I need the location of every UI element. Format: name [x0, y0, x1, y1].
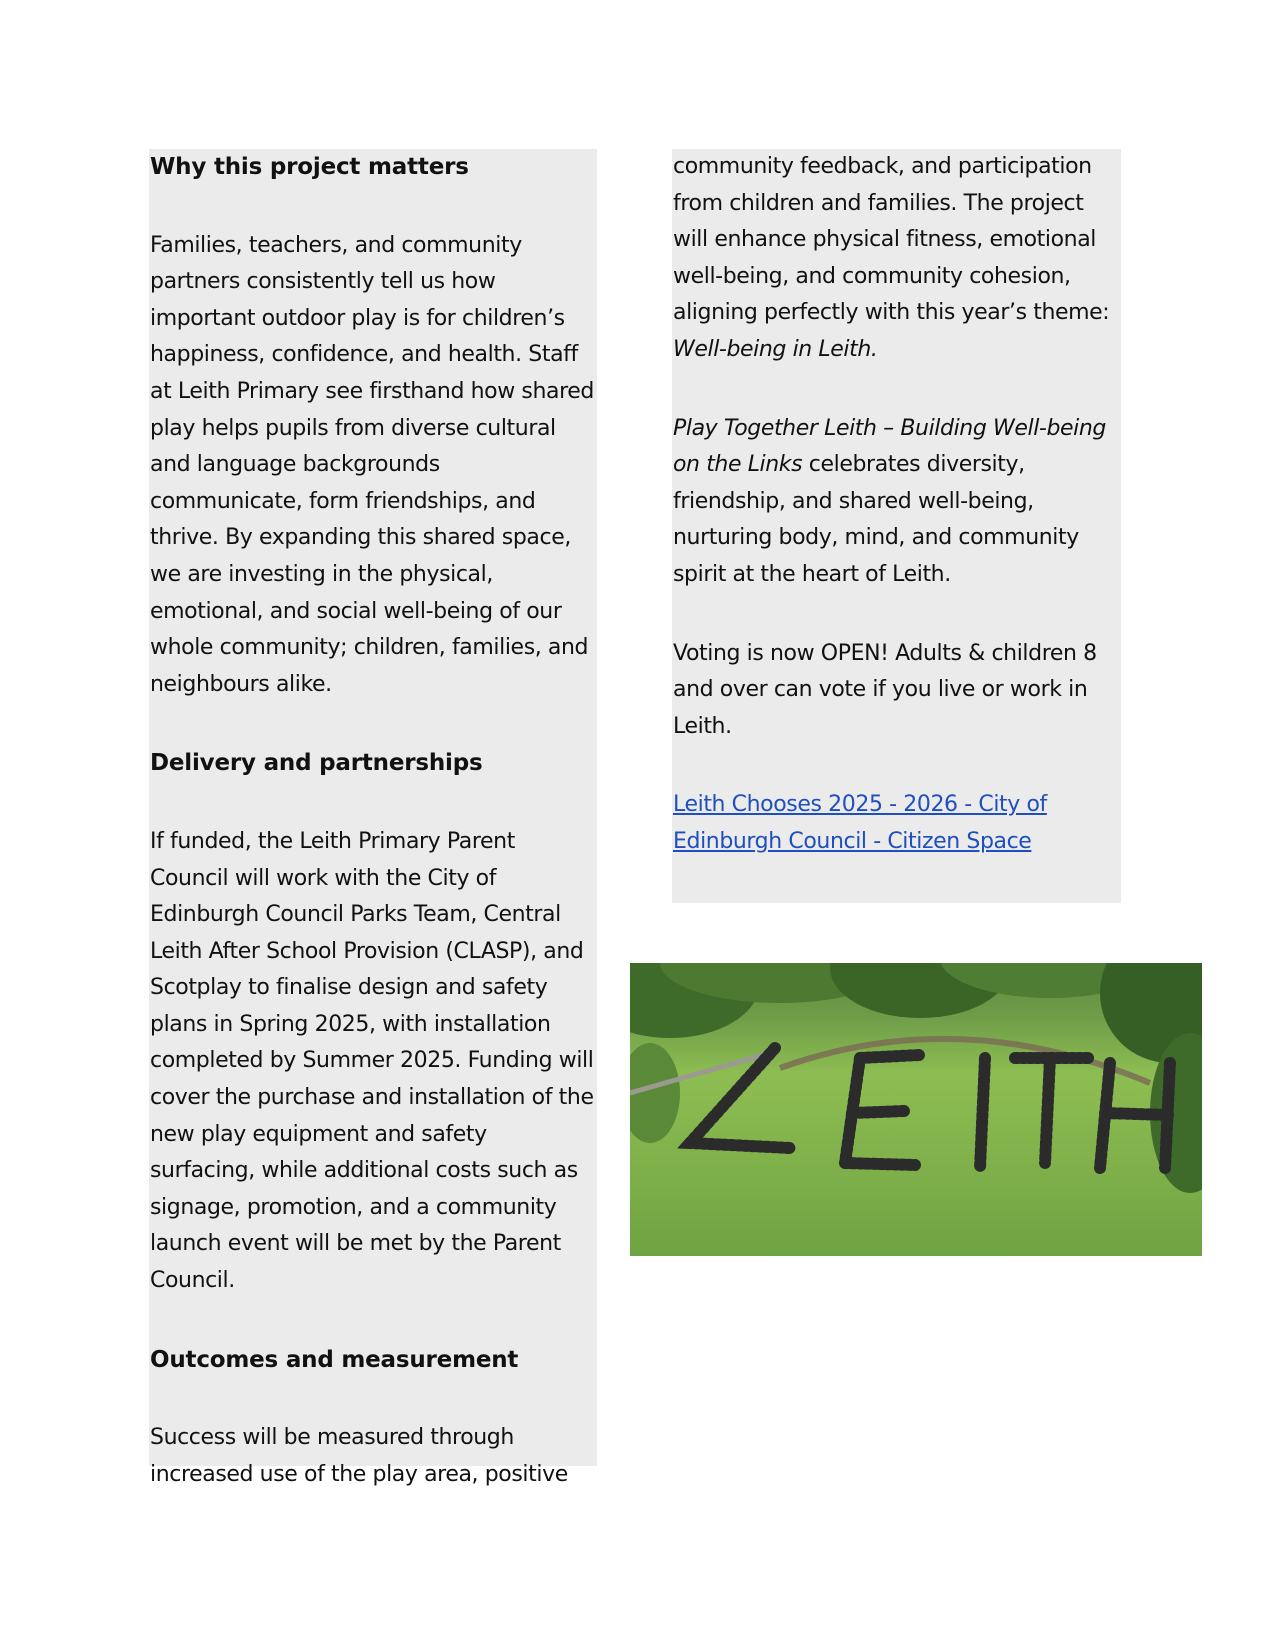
- leith-aerial-photo: [630, 963, 1202, 1256]
- tree-canopy: [630, 963, 1202, 1193]
- project-title: Play Together Leith – Building Well-being on the Links: [673, 415, 1106, 478]
- delivery-heading: Delivery and partnerships: [150, 750, 483, 777]
- left-text-column: [149, 149, 597, 1487]
- project-paragraph: [673, 411, 1117, 594]
- link-paragraph: [673, 787, 1117, 860]
- why-paragraph: Families, teachers, and community partners consistently tell us how important outdoor play is for children’s happiness, confidence, and health. Staff at Leith Primary see firsthand how shared play helps pupils from diverse cultural and language backgrounds communicate, form friendships, and thrive. By expanding this shared space, we are investing in the physical, emotional, and social well-being of our whole community; children, families, and neighbours alike.: [150, 232, 594, 697]
- outcomes-paragraph: Success will be measured through increased use of the play area, positive: [150, 1425, 568, 1487]
- delivery-paragraph: If funded, the Leith Primary Parent Council will work with the City of Edinburgh Council Parks Team, Central Leith After School Provision (CLASP), and Scotplay to finalise design and safety plans in Spring 2025, with installation completed by Summer 2025. Funding will cover the purchase and installation of the new play equipment and safety surfacing, while additional costs such as signage, promotion, and a community launch event will be met by the Parent Council.: [150, 828, 594, 1294]
- right-text-column: [672, 149, 1121, 903]
- why-heading: Why this project matters: [150, 154, 469, 180]
- outcomes-continued-text: community feedback, and participation from children and families. The project will enhance physical fitness, emotional well-being, and community cohesion, aligning perfectly with this year’s theme:: [673, 154, 1110, 326]
- project-description: celebrates diversity, friendship, and shared well-being, nurturing body, mind, and community spirit at the heart of Leith.: [673, 452, 1079, 587]
- aerial-photo-people-spelling-leith-icon: [630, 963, 1202, 1256]
- citizen-space-link[interactable]: Leith Chooses 2025 - 2026 - City of Edinburgh Council - Citizen Space: [673, 792, 1047, 854]
- outcomes-heading: Outcomes and measurement: [150, 1346, 519, 1373]
- voting-paragraph: Voting is now OPEN! Adults & children 8 and over can vote if you live or work in Leith.: [673, 640, 1097, 739]
- outcomes-continued-paragraph: [673, 149, 1117, 369]
- theme-text: Well-being in Leith.: [673, 336, 878, 362]
